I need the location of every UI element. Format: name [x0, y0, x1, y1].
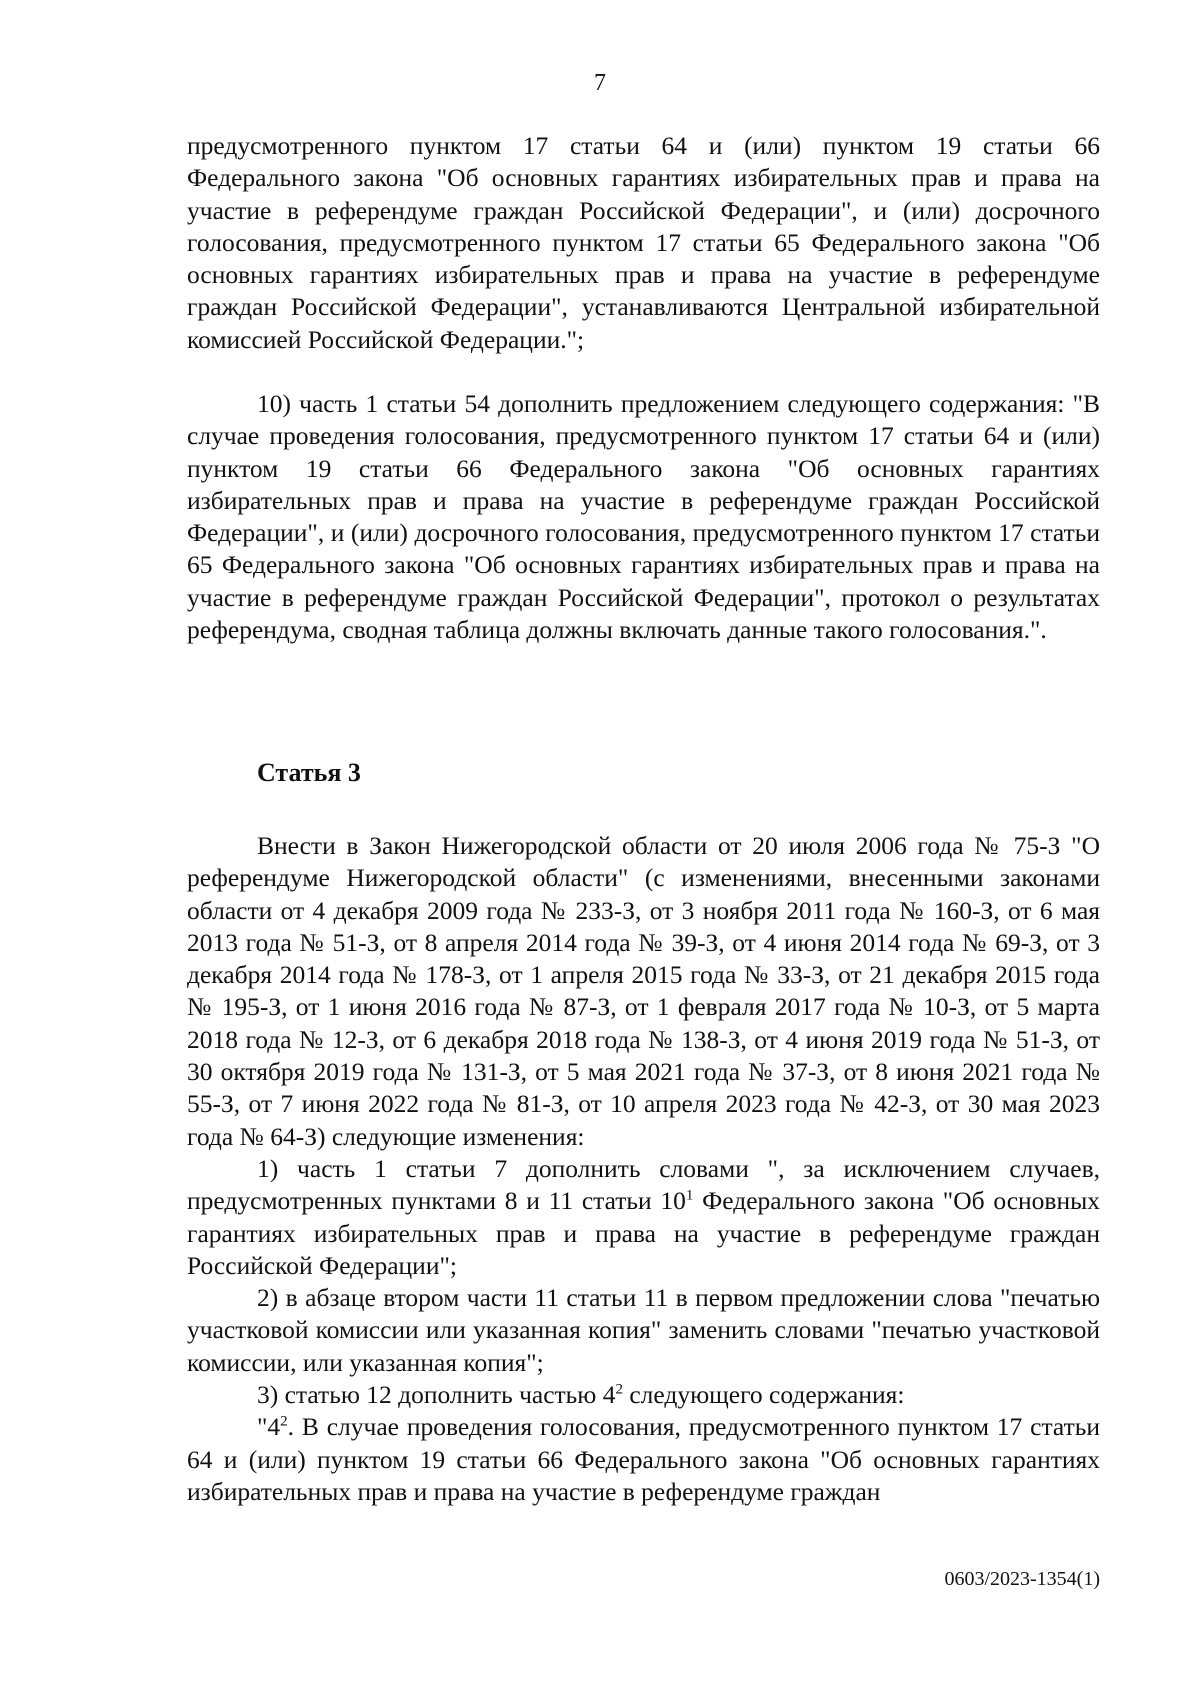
item-3-quote-a: "4	[257, 1412, 281, 1442]
page-number: 7	[594, 70, 606, 96]
item-10-paragraph	[187, 388, 1100, 646]
article-3-item-1	[187, 1153, 1100, 1282]
item-3-text-a: 3) статью 12 дополнить частью 4	[257, 1380, 616, 1410]
item-1-text-b: Федерального закона "Об основных гарантиях избирательных прав и права на участие в референдуме граждан Российской Федерации";	[187, 1186, 1100, 1280]
article-3-heading: Статья 3	[257, 758, 361, 787]
continuation-text: предусмотренного пунктом 17 статьи 64 и (или) пунктом 19 статьи 66 Федерального закона "Об основных гарантиях избирательных прав и права на участие в референдуме граждан Российской Федерации", и (или) досрочного голосования, предусмотренного пунктом 17 статьи 65 Федерального закона "Об основных гарантиях избирательных прав и права на участие в референдуме граждан Российской Федерации", устанавливаются Центральной избирательной комиссией Российской Федерации.";	[187, 131, 1100, 354]
article-3-item-2: 2) в абзаце втором части 11 статьи 11 в первом предложении слова "печатью участковой комиссии или указанная копия" заменить словами "печатью участковой комиссии, или указанная копия";	[187, 1283, 1100, 1377]
article-3-intro: Внести в Закон Нижегородской области от 20 июля 2006 года № 75-З "О референдуме Нижегородской области" (с изменениями, внесенными законами области от 4 декабря 2009 года № 233-З, от 3 ноября 2011 года № 160-З, от 6 мая 2013 года № 51-З, от 8 апреля 2014 года № 39-З, от 4 июня 2014 года № 69-З, от 3 декабря 2014 года № 178-З, от 1 апреля 2015 года № 33-З, от 21 декабря 2015 года № 195-З, от 1 июня 2016 года № 87-З, от 1 февраля 2017 года № 10-З, от 5 марта 2018 года № 12-З, от 6 декабря 2018 года № 138-З, от 4 июня 2019 года № 51-З, от 30 октября 2019 года № 131-З, от 5 мая 2021 года № 37-З, от 8 июня 2021 года № 55-З, от 7 июня 2022 года № 81-З, от 10 апреля 2023 года № 42-З, от 30 мая 2023 года № 64-З) следующие изменения:	[187, 831, 1100, 1151]
item-3-text-b: следующего содержания:	[622, 1380, 905, 1410]
article-3-item-3	[187, 1379, 1100, 1411]
item-10-text: 10) часть 1 статьи 54 дополнить предложением следующего содержания: "В случае проведения голосования, предусмотренного пунктом 17 статьи 64 и (или) пунктом 19 статьи 66 Федерального закона "Об основных гарантиях избирательных прав и права на участие в референдуме граждан Российской Федерации", и (или) досрочного голосования, предусмотренного пунктом 17 статьи 65 Федерального закона "Об основных гарантиях избирательных прав и права на участие в референдуме граждан Российской Федерации", протокол о результатах референдума, сводная таблица должны включать данные такого голосования.".	[187, 389, 1100, 645]
document-id: 0603/2023-1354(1)	[944, 1568, 1100, 1590]
item-3-quote-superscript: 2	[280, 1413, 288, 1430]
article-3-body	[187, 830, 1100, 1508]
item-1-text-a: 1) часть 1 статьи 7 дополнить словами ", за исключением случаев, предусмотренных пунктами 8 и 11 статьи 10	[187, 1153, 1100, 1216]
article-3-item-3-quote	[187, 1411, 1100, 1508]
item-1-superscript: 1	[685, 1187, 694, 1204]
item-3-quote-b: . В случае проведения голосования, предусмотренного пунктом 17 статьи 64 и (или) пунктом 19 статьи 66 Федерального закона "Об основных гарантиях избирательных прав и права на участие в референдуме граждан	[187, 1412, 1100, 1506]
continuation-paragraph	[187, 130, 1100, 356]
item-3-superscript: 2	[615, 1381, 623, 1398]
